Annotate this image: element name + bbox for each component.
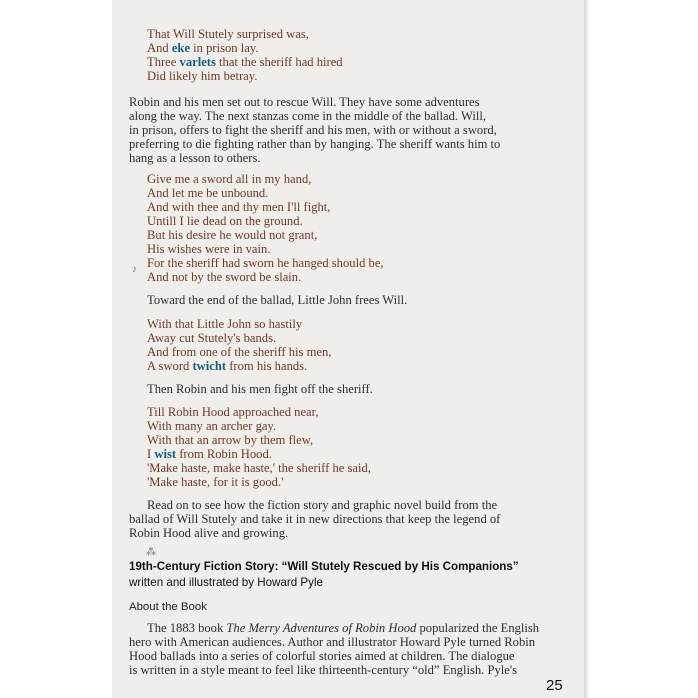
text: A sword [147, 359, 193, 373]
para5-line4: is written in a style meant to feel like thirteenth-century “old” English. Pyle's [129, 663, 518, 677]
stanza1-line3 [147, 55, 343, 69]
para4-line: Robin Hood alive and growing. [129, 526, 289, 540]
stanza1-line2 [147, 41, 258, 55]
stanza4-line4 [147, 447, 272, 461]
para1-line: hang as a lesson to others. [129, 151, 261, 165]
page-edge-shadow [584, 0, 590, 698]
text: in prison lay. [190, 41, 259, 55]
text: from Robin Hood. [176, 447, 272, 461]
stanza3-line1: With that Little John so hastily [147, 317, 303, 331]
section-byline: written and illustrated by Howard Pyle [129, 576, 323, 589]
stanza2-line: And let me be unbound. [147, 186, 269, 200]
stanza2-line: For the sheriff had sworn he hanged should be, [147, 256, 384, 270]
stanza4-line5: 'Make haste, make haste,' the sheriff he said, [147, 461, 371, 475]
section-subheading: About the Book [129, 601, 207, 613]
para4-line: Read on to see how the fiction story and graphic novel build from the [147, 498, 498, 512]
text: The 1883 book [147, 621, 227, 635]
stanza3-line4 [147, 359, 307, 373]
stanza3-line3: And from one of the sheriff his men, [147, 345, 332, 359]
para1-line: Robin and his men set out to rescue Will. They have some adventures [129, 95, 480, 109]
glossary-term[interactable]: varlets [179, 55, 216, 69]
music-note-icon: ♪ [132, 264, 137, 275]
para2: Toward the end of the ballad, Little John frees Will. [147, 293, 408, 307]
para4-line: ballad of Will Stutely and take it in new directions that keep the legend of [129, 512, 501, 526]
section-title: 19th-Century Fiction Story: “Will Stutely Rescued by His Companions” [129, 560, 519, 573]
para5-line2: hero with American audiences. Author and illustrator Howard Pyle turned Robin [129, 635, 536, 649]
glossary-term[interactable]: wist [154, 447, 177, 461]
stanza3-line2: Away cut Stutely's bands. [147, 331, 277, 345]
stanza4-line3: With that an arrow by them flew, [147, 433, 314, 447]
para5-line1 [147, 621, 539, 635]
stanza2-line: But his desire he would not grant, [147, 228, 318, 242]
stanza4-line2: With many an archer gay. [147, 419, 277, 433]
para5-line3: Hood ballads into a series of colorful stories aimed at children. The dialogue [129, 649, 515, 663]
stanza2-line: His wishes were in vain. [147, 242, 271, 256]
text: Three [147, 55, 180, 69]
text: that the sheriff had hired [215, 55, 343, 69]
stanza1-line4: Did likely him betray. [147, 69, 258, 83]
page-number: 25 [546, 677, 563, 694]
stanza2-line: And not by the sword be slain. [147, 270, 302, 284]
text: popularized the English [416, 621, 540, 635]
stanza2-line: And with thee and thy men I'll fight, [147, 200, 331, 214]
para3: Then Robin and his men fight off the sheriff. [147, 382, 373, 396]
ornament-icon: ⁂ [146, 547, 156, 558]
stanza2-line: Give me a sword all in my hand, [147, 172, 312, 186]
text: I [147, 447, 155, 461]
stanza2-line: Untill I lie dead on the ground. [147, 214, 303, 228]
glossary-term[interactable]: eke [171, 41, 191, 55]
para1-line: preferring to die fighting rather than by hanging. The sheriff wants him to [129, 137, 501, 151]
para1-line: in prison, offers to fight the sheriff and his men, with or without a sword, [129, 123, 497, 137]
text: And [147, 41, 172, 55]
para1-line: along the way. The next stanzas come in the middle of the ballad. Will, [129, 109, 487, 123]
book-title: The Merry Adventures of Robin Hood [226, 621, 417, 635]
stanza4-line1: Till Robin Hood approached near, [147, 405, 319, 419]
glossary-term[interactable]: twicht [192, 359, 227, 373]
text: from his hands. [226, 359, 308, 373]
stanza4-line6: 'Make haste, for it is good.' [147, 475, 284, 489]
stanza1-line1: That Will Stutely surprised was, [147, 27, 309, 41]
